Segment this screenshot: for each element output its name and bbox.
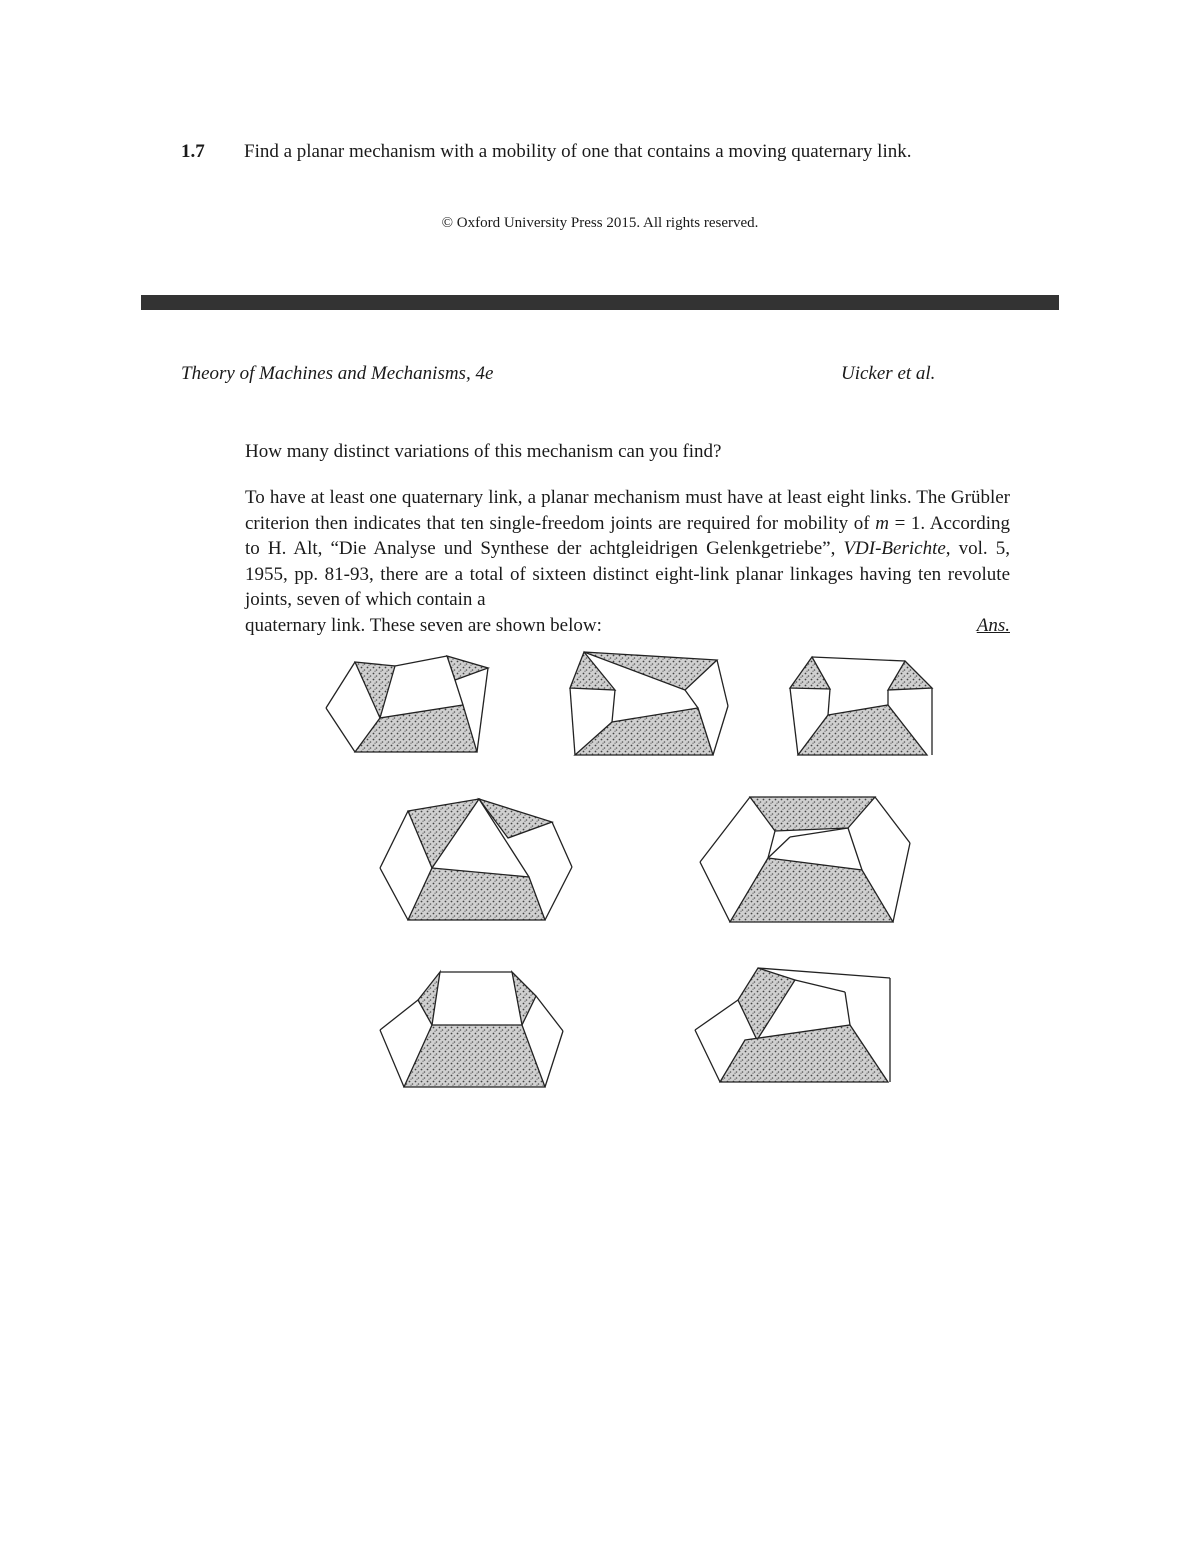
answer-text-part-3: , vol. 5, 1955, pp. 81-93, there are a total of sixteen distinct eight-link planar linkages having ten revolute joints, seven of which contain a: [245, 538, 1010, 610]
linkage-1-binary-link: [455, 680, 463, 705]
linkage-4-ternary-link-left: [408, 799, 479, 868]
linkage-4-binary-link: [380, 811, 408, 868]
linkage-5-binary-link: [893, 843, 910, 922]
linkage-1-ternary-link-left: [355, 662, 395, 718]
journal-name: VDI-Berichte: [843, 538, 946, 559]
linkage-1-ternary-link-right: [447, 656, 488, 680]
linkage-4: [380, 799, 572, 920]
problem-statement: Find a planar mechanism with a mobility of one that contains a moving quaternary link.: [244, 141, 912, 162]
linkage-6-binary-link: [380, 1000, 418, 1030]
linkage-4-binary-link: [552, 822, 572, 867]
answer-text-last: quaternary link. These seven are shown below:: [245, 614, 602, 636]
linkage-7: [695, 968, 890, 1082]
linkage-5-binary-link: [700, 862, 730, 922]
linkage-2-binary-link: [612, 690, 615, 722]
linkage-5-binary-link: [875, 797, 910, 843]
linkage-2-binary-link: [713, 706, 728, 755]
linkage-7-ground-link: [720, 1025, 888, 1082]
linkage-5-quaternary-link-top: [750, 797, 875, 831]
linkage-1-binary-link: [395, 656, 447, 666]
linkage-1: [326, 656, 488, 752]
linkage-4-quaternary-link: [408, 868, 545, 920]
linkage-7-binary-link: [695, 1000, 738, 1030]
linkage-2-quaternary-link: [575, 708, 713, 755]
linkage-4-ternary-link-right: [479, 799, 552, 838]
linkage-3: [790, 657, 932, 755]
running-header-author: Uicker et al.: [841, 363, 936, 384]
linkage-1-binary-link: [477, 668, 488, 752]
linkage-3-binary-link: [790, 688, 798, 755]
problem-number: 1.7: [181, 141, 205, 162]
linkage-5-binary-link: [700, 797, 750, 862]
linkage-6-ternary-link-right: [512, 972, 536, 1025]
answer-text-part-1: To have at least one quaternary link, a planar mechanism must have at least eight links. The Grübler criterion then indicates that ten single-freedom joints are required for mobility of: [245, 487, 1010, 534]
linkage-7-binary-link: [795, 980, 845, 992]
linkage-2: [570, 652, 728, 755]
linkage-3-binary-link: [812, 657, 905, 661]
linkage-3-binary-link: [828, 689, 830, 715]
linkage-7-binary-link: [695, 1030, 720, 1082]
linkage-5-ground-link: [730, 858, 893, 922]
linkage-4-binary-link: [545, 867, 572, 920]
mobility-symbol: m: [875, 512, 889, 534]
linkage-1-quaternary-link: [355, 705, 477, 752]
linkage-5: [700, 797, 910, 922]
linkage-6: [380, 972, 563, 1087]
linkage-6-binary-link: [545, 1031, 563, 1087]
linkage-7-binary-link: [845, 992, 850, 1025]
linkage-6-ternary-link-left: [418, 972, 440, 1025]
linkage-1-binary-link: [326, 662, 355, 708]
linkage-6-binary-link: [536, 996, 563, 1031]
linkage-7-quaternary-link: [738, 968, 795, 1040]
linkage-6-binary-link: [380, 1030, 404, 1087]
copyright-notice: © Oxford University Press 2015. All rights reserved.: [441, 215, 759, 231]
linkage-3-quaternary-link: [798, 705, 927, 755]
linkage-4-binary-link: [380, 868, 408, 920]
linkage-5-binary-link: [848, 828, 862, 870]
linkage-3-ternary-link-right: [888, 661, 932, 690]
linkage-2-binary-link: [717, 660, 728, 706]
linkage-3-ternary-link-left: [790, 657, 830, 689]
linkage-2-binary-link: [685, 690, 698, 708]
ans-label: Ans.: [976, 614, 1010, 636]
answer-text-part-2: = 1. According to H. Alt, “Die Analyse und Synthese der achtgleidrigen Gelenkgetriebe”,: [245, 512, 1010, 559]
linkage-2-binary-link: [570, 688, 575, 755]
linkage-1-binary-link: [326, 708, 355, 752]
linkage-6-quaternary-link: [404, 1025, 545, 1087]
question-text: How many distinct variations of this mechanism can you find?: [245, 441, 722, 462]
running-header-book-title: Theory of Machines and Mechanisms, 4e: [181, 363, 494, 384]
